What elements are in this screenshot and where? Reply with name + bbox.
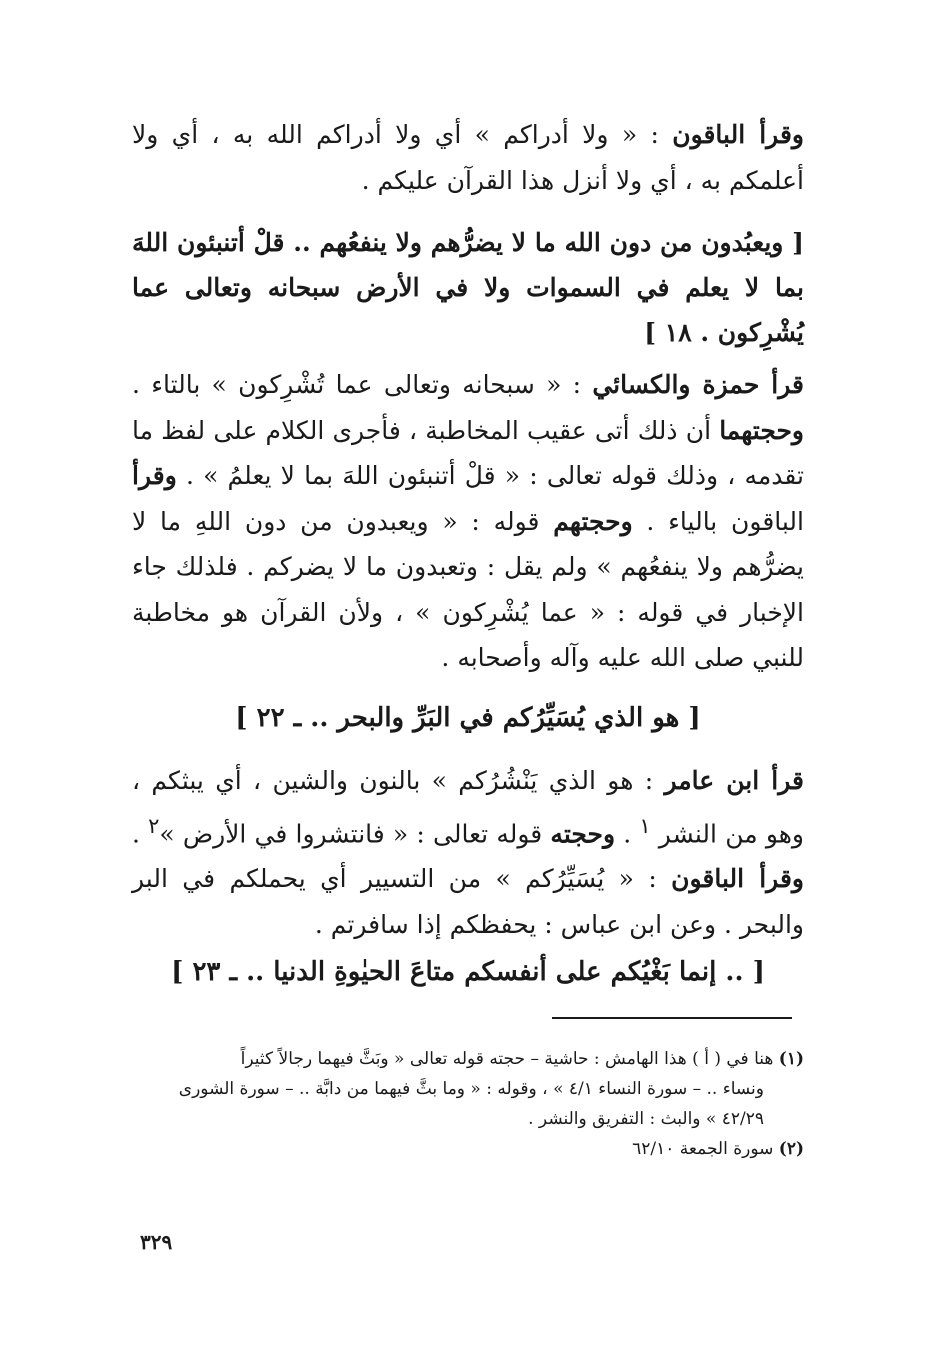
- paragraph-remaining-readers: [132, 112, 804, 203]
- footnote-1: (١) هنا في ( أ ) هذا الهامش : حاشية – حجته قوله تعالى « وبَثَّ فيهما رجالاً كثيراً: [240, 1049, 804, 1069]
- reader-name: قرأ ابن عامر: [664, 766, 804, 795]
- footnote-divider: [552, 1017, 792, 1019]
- footnotes: [132, 1044, 804, 1164]
- footnote-number: (١): [778, 1049, 804, 1069]
- paragraph-text: : « ولا أدراكم » أي ولا أدراكم الله به ، أي ولا أعلمكم به ، أي ولا أنزل هذا القرآن عليكم .: [132, 120, 804, 195]
- footnote-number: (٢): [778, 1139, 804, 1159]
- page-number: ٣٢٩: [140, 1230, 173, 1254]
- footnote-2: (٢) سورة الجمعة ٦٢/١٠: [632, 1139, 804, 1159]
- reader-name: قرأ حمزة والكسائي: [592, 370, 804, 399]
- quran-verse-22-heading: [ هو الذي يُسَيِّرُكم في البَرِّ والبحر .. ـ ٢٢ ]: [235, 703, 701, 733]
- paragraph-ibn-amir: قرأ ابن عامر : هو الذي يَنْشُرُكم » بالنون والشين ، أي يبثكم ، وهو من النشر $^١$ . وحجته قوله تعالى : « فانتشروا في الأرض »$^٢$ . وقرأ الباقون : « يُسَيِّرُكم » من التسيير أي يحملكم في البر والبحر . وعن ابن عباس : يحفظكم إذا سافرتم .: [132, 766, 804, 939]
- reader-name: وقرأ الباقون: [672, 120, 804, 149]
- quran-verse-18: [ ويعبُدون من دون الله ما لا يضرُّهم ولا ينفعُهم .. قلْ أتنبئون اللهَ بما لا يعلم في السموات ولا في الأرض سبحانه وتعالى عما يُشْرِكون . ١٨ ]: [132, 228, 804, 347]
- footnote-ref-1: ١: [639, 813, 651, 838]
- quran-verse-23-heading: [ .. إنما بَغْيُكم على أنفسكم متاعَ الحيٰوةِ الدنيا .. ـ ٢٣ ]: [171, 957, 765, 987]
- footnote-ref-2: ٢: [148, 813, 160, 838]
- footnote-1-continued: ٤٢/٢٩ » والبث : التفريق والنشر .: [528, 1109, 764, 1129]
- footnote-1-continued: ونساء .. – سورة النساء ٤/١ » ، وقوله : « وما بثَّ فيهما من دابَّة .. – سورة الشورى: [178, 1079, 764, 1099]
- paragraph-hamza-kisai: قرأ حمزة والكسائي : « سبحانه وتعالى عما تُشْرِكون » بالتاء . وحجتهما أن ذلك أتى عقيب المخاطبة ، فأجرى الكلام على لفظ ما تقدمه ، وذلك قوله تعالى : « قلْ أتنبئون اللهَ بما لا يعلمُ » . وقرأ الباقون بالياء . وحجتهم قوله : « ويعبدون من دون اللهِ ما لا يضرُّهم ولا ينفعُهم » ولم يقل : وتعبدون ما لا يضركم . فلذلك جاء الإخبار في قوله : « عما يُشْرِكون » ، ولأن القرآن هو مخاطبة للنبي صلى الله عليه وآله وأصحابه .: [132, 370, 804, 672]
